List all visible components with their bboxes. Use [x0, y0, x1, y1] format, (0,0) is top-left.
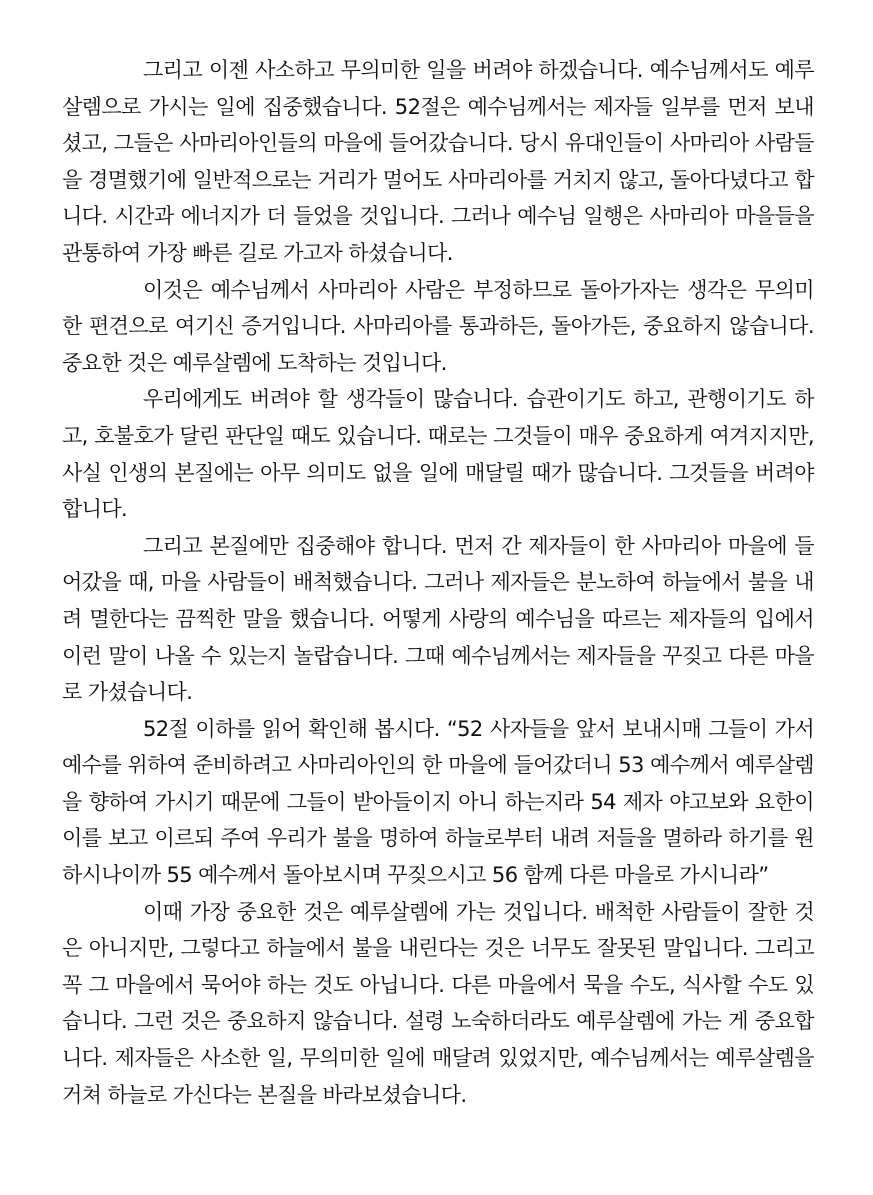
paragraph-3: 우리에게도 버려야 할 생각들이 많습니다. 습관이기도 하고, 관행이기도 하고, 호불호가 달린 판단일 때도 있습니다. 때로는 그것들이 매우 중요하게 여겨지지만, 사실 인생의 본질에는 아무 의미도 없을 일에 매달릴 때가 많습니다. 그것들을 버려야 합니다.: [62, 387, 814, 522]
body-text: [62, 52, 814, 1113]
paragraph-2: 이것은 예수님께서 사마리아 사람은 부정하므로 돌아가자는 생각은 무의미한 편견으로 여기신 증거입니다. 사마리아를 통과하든, 돌아가든, 중요하지 않습니다. 중요한 것은 예루살렘에 도착하는 것입니다.: [62, 277, 814, 375]
paragraph-6: 이때 가장 중요한 것은 예루살렘에 가는 것입니다. 배척한 사람들이 잘한 것은 아니지만, 그렇다고 하늘에서 불을 내린다는 것은 너무도 잘못된 말입니다. 그리고 꼭 그 마을에서 묵어야 하는 것도 아닙니다. 다른 마을에서 묵을 수도, 식사할 수도 있습니다. 그런 것은 중요하지 않습니다. 설령 노숙하더라도 예루살렘에 가는 게 중요합니다. 제자들은 사소한 일, 무의미한 일에 매달려 있었지만, 예수님께서는 예루살렘을 거쳐 하늘로 가신다는 본질을 바라보셨습니다.: [62, 899, 814, 1107]
paragraph-5-scripture-quote: 52절 이하를 읽어 확인해 봅시다. “52 사자들을 앞서 보내시매 그들이 가서 예수를 위하여 준비하려고 사마리아인의 한 마을에 들어갔더니 53 예수께서 예루살렘을 향하여 가시기 때문에 그들이 받아들이지 아니 하는지라 54 제자 야고보와 요한이 이를 보고 이르되 주여 우리가 불을 명하여 하늘로부터 내려 저들을 멸하라 하기를 원하시나이까 55 예수께서 돌아보시며 꾸짖으시고 56 함께 다른 마을로 가시니라”: [62, 716, 814, 888]
paragraph-4: 그리고 본질에만 집중해야 합니다. 먼저 간 제자들이 한 사마리아 마을에 들어갔을 때, 마을 사람들이 배척했습니다. 그러나 제자들은 분노하여 하늘에서 불을 내려 멸한다는 끔찍한 말을 했습니다. 어떻게 사랑의 예수님을 따르는 제자들의 입에서 이런 말이 나올 수 있는지 놀랍습니다. 그때 예수님께서는 제자들을 꾸짖고 다른 마을로 가셨습니다.: [62, 533, 814, 705]
paragraph-1: 그리고 이젠 사소하고 무의미한 일을 버려야 하겠습니다. 예수님께서도 예루살렘으로 가시는 일에 집중했습니다. 52절은 예수님께서는 제자들 일부를 먼저 보내셨고, 그들은 사마리아인들의 마을에 들어갔습니다. 당시 유대인들이 사마리아 사람들을 경멸했기에 일반적으로는 거리가 멀어도 사마리아를 거치지 않고, 돌아다녔다고 합니다. 시간과 에너지가 더 들었을 것입니다. 그러나 예수님 일행은 사마리아 마을들을 관통하여 가장 빠른 길로 가고자 하셨습니다.: [62, 58, 814, 265]
